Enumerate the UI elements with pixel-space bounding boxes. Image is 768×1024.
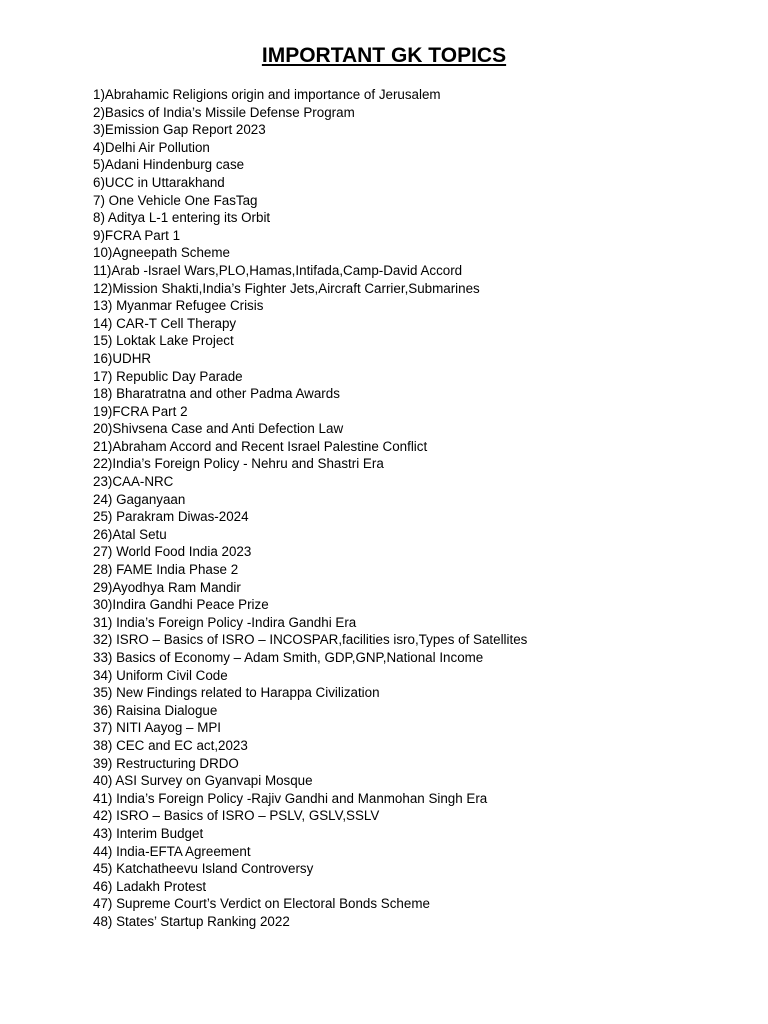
topic-item: 17) Republic Day Parade bbox=[93, 368, 243, 384]
topic-item: 21)Abraham Accord and Recent Israel Palestine Conflict bbox=[93, 438, 428, 454]
topic-item: 3)Emission Gap Report 2023 bbox=[93, 122, 266, 138]
topic-item: 38) CEC and EC act,2023 bbox=[93, 737, 248, 753]
topic-item: 6)UCC in Uttarakhand bbox=[93, 174, 225, 190]
topic-item: 47) Supreme Court’s Verdict on Electoral Bonds Scheme bbox=[93, 896, 430, 912]
topic-item: 14) CAR-T Cell Therapy bbox=[93, 315, 237, 331]
topic-item: 10)Agneepath Scheme bbox=[93, 245, 230, 261]
topic-item: 32) ISRO – Basics of ISRO – INCOSPAR,facilities isro,Types of Satellites bbox=[93, 632, 528, 648]
topic-item: 8) Aditya L-1 entering its Orbit bbox=[93, 210, 271, 226]
topic-item: 44) India-EFTA Agreement bbox=[93, 843, 251, 859]
topic-item: 12)Mission Shakti,India’s Fighter Jets,Aircraft Carrier,Submarines bbox=[93, 280, 480, 296]
topic-item: 27) World Food India 2023 bbox=[93, 544, 252, 560]
topic-item: 5)Adani Hindenburg case bbox=[93, 157, 245, 173]
topic-item: 9)FCRA Part 1 bbox=[93, 227, 181, 243]
topic-item: 23)CAA-NRC bbox=[93, 474, 174, 490]
topic-item: 40) ASI Survey on Gyanvapi Mosque bbox=[93, 773, 313, 789]
topic-item: 24) Gaganyaan bbox=[93, 491, 186, 507]
topic-item: 31) India’s Foreign Policy -Indira Gandhi Era bbox=[93, 614, 357, 630]
topic-item: 18) Bharatratna and other Padma Awards bbox=[93, 386, 340, 402]
topic-item: 28) FAME India Phase 2 bbox=[93, 562, 239, 578]
document-title-text: IMPORTANT GK TOPICS bbox=[261, 44, 507, 67]
topic-item: 30)Indira Gandhi Peace Prize bbox=[93, 597, 269, 613]
topic-item: 1)Abrahamic Religions origin and importance of Jerusalem bbox=[93, 87, 441, 102]
topic-item: 26)Atal Setu bbox=[93, 526, 167, 542]
topic-item: 42) ISRO – Basics of ISRO – PSLV, GSLV,SSLV bbox=[93, 808, 380, 824]
topic-item: 35) New Findings related to Harappa Civilization bbox=[93, 685, 380, 701]
topic-item: 45) Katchatheevu Island Controversy bbox=[93, 861, 314, 877]
topic-item: 34) Uniform Civil Code bbox=[93, 667, 228, 683]
topic-item: 29)Ayodhya Ram Mandir bbox=[93, 579, 241, 595]
topic-item: 36) Raisina Dialogue bbox=[93, 702, 218, 718]
topic-item: 4)Delhi Air Pollution bbox=[93, 139, 210, 155]
topic-item: 16)UDHR bbox=[93, 350, 152, 366]
topic-item: 20)Shivsena Case and Anti Defection Law bbox=[93, 421, 344, 437]
topic-item: 39) Restructuring DRDO bbox=[93, 755, 239, 771]
topic-item: 15) Loktak Lake Project bbox=[93, 333, 234, 349]
topic-item: 37) NITI Aayog – MPI bbox=[93, 720, 222, 736]
topic-item: 46) Ladakh Protest bbox=[93, 878, 207, 894]
document-title bbox=[0, 43, 768, 69]
topic-item: 2)Basics of India’s Missile Defense Program bbox=[93, 104, 355, 120]
topic-list bbox=[93, 86, 527, 931]
topic-item: 13) Myanmar Refugee Crisis bbox=[93, 298, 264, 314]
topic-item: 43) Interim Budget bbox=[93, 825, 204, 841]
topic-item: 7) One Vehicle One FasTag bbox=[93, 192, 258, 208]
topic-item: 25) Parakram Diwas-2024 bbox=[93, 509, 249, 525]
topic-item: 22)India’s Foreign Policy - Nehru and Shastri Era bbox=[93, 456, 384, 472]
topic-item: 19)FCRA Part 2 bbox=[93, 403, 188, 419]
topic-item: 41) India’s Foreign Policy -Rajiv Gandhi and Manmohan Singh Era bbox=[93, 790, 488, 806]
topic-item: 11)Arab -Israel Wars,PLO,Hamas,Intifada,Camp-David Accord bbox=[93, 262, 463, 278]
topic-item: 33) Basics of Economy – Adam Smith, GDP,GNP,National Income bbox=[93, 650, 484, 665]
topic-item: 48) States’ Startup Ranking 2022 bbox=[93, 913, 290, 929]
